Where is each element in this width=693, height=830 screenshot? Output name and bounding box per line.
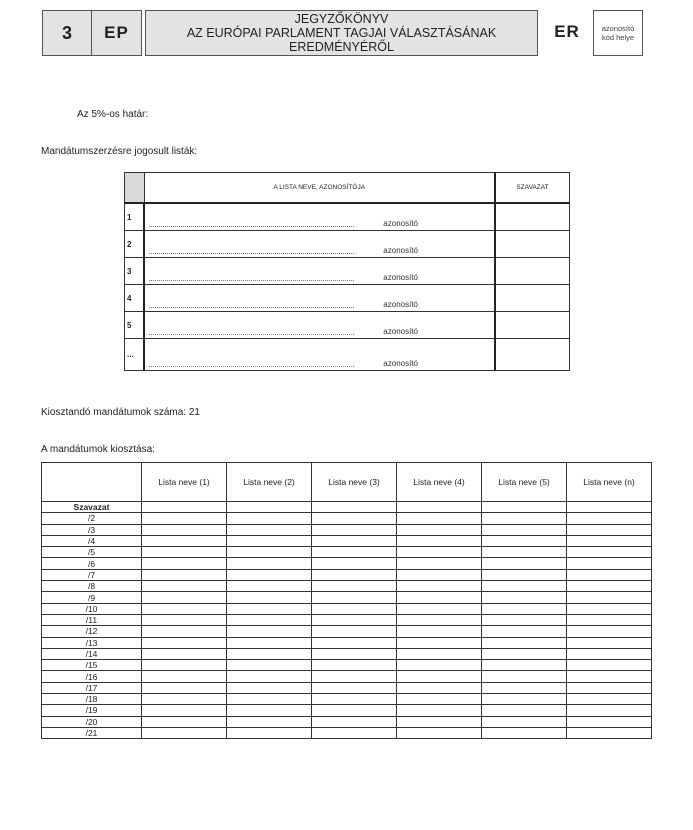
title-line-2: AZ EURÓPAI PARLAMENT TAGJAI VÁLASZTÁSÁNAK [186, 26, 497, 40]
allocation-cell[interactable] [397, 535, 482, 546]
allocation-cell[interactable] [142, 502, 227, 513]
allocation-cell[interactable] [227, 694, 312, 705]
allocation-cell[interactable] [227, 547, 312, 558]
list-votes-field[interactable] [495, 231, 570, 258]
mandates-count-label: Kiosztandó mandátumok száma: 21 [41, 407, 200, 418]
list-row [125, 339, 570, 371]
list-id-label: azonosító [383, 327, 418, 336]
allocation-table [41, 462, 652, 739]
allocation-cell[interactable] [397, 524, 482, 535]
allocation-cell[interactable] [312, 558, 397, 569]
allocation-cell[interactable] [567, 682, 652, 693]
allocation-cell[interactable] [567, 727, 652, 738]
eligible-lists-label: Mandátumszerzésre jogosult listák: [41, 146, 198, 157]
list-votes-field[interactable] [495, 203, 570, 231]
allocation-cell[interactable] [142, 694, 227, 705]
allocation-cell[interactable] [397, 694, 482, 705]
allocation-row-label: /20 [42, 716, 142, 727]
allocation-cell[interactable] [142, 705, 227, 716]
allocation-cell[interactable] [567, 626, 652, 637]
allocation-cell[interactable] [227, 558, 312, 569]
allocation-cell[interactable] [142, 637, 227, 648]
allocation-cell[interactable] [142, 547, 227, 558]
allocation-cell[interactable] [567, 535, 652, 546]
allocation-cell[interactable] [482, 705, 567, 716]
allocation-cell[interactable] [312, 603, 397, 614]
allocation-cell[interactable] [312, 535, 397, 546]
allocation-cell[interactable] [482, 513, 567, 524]
list-row-number: 4 [125, 285, 145, 312]
allocation-cell[interactable] [312, 671, 397, 682]
allocation-cell[interactable] [482, 603, 567, 614]
allocation-cell[interactable] [142, 626, 227, 637]
allocation-cell[interactable] [227, 513, 312, 524]
allocation-cell[interactable] [142, 513, 227, 524]
allocation-cell[interactable] [397, 682, 482, 693]
allocation-label: A mandátumok kiosztása: [41, 444, 155, 455]
allocation-row [42, 614, 652, 625]
list-row [125, 258, 570, 285]
allocation-column-header: Lista neve (3) [312, 463, 397, 502]
allocation-row-label: /3 [42, 524, 142, 535]
allocation-cell[interactable] [142, 592, 227, 603]
allocation-cell[interactable] [567, 581, 652, 592]
allocation-row-label: /14 [42, 648, 142, 659]
list-votes-field[interactable] [495, 258, 570, 285]
allocation-cell[interactable] [397, 581, 482, 592]
allocation-cell[interactable] [482, 558, 567, 569]
allocation-row [42, 592, 652, 603]
allocation-cell[interactable] [482, 637, 567, 648]
allocation-cell[interactable] [227, 592, 312, 603]
allocation-cell[interactable] [142, 569, 227, 580]
allocation-cell[interactable] [397, 626, 482, 637]
allocation-cell[interactable] [142, 558, 227, 569]
allocation-row-label: /7 [42, 569, 142, 580]
allocation-cell[interactable] [397, 727, 482, 738]
allocation-row [42, 694, 652, 705]
allocation-column-header: Lista neve (2) [227, 463, 312, 502]
allocation-cell[interactable] [567, 502, 652, 513]
allocation-row [42, 569, 652, 580]
allocation-cell[interactable] [567, 648, 652, 659]
allocation-cell[interactable] [482, 502, 567, 513]
allocation-cell[interactable] [227, 581, 312, 592]
allocation-row [42, 637, 652, 648]
allocation-row-label: /16 [42, 671, 142, 682]
allocation-cell[interactable] [397, 648, 482, 659]
allocation-cell[interactable] [397, 513, 482, 524]
allocation-cell[interactable] [312, 626, 397, 637]
allocation-cell[interactable] [397, 502, 482, 513]
allocation-row [42, 660, 652, 671]
allocation-corner-cell [42, 463, 142, 502]
allocation-cell[interactable] [482, 671, 567, 682]
allocation-cell[interactable] [312, 513, 397, 524]
allocation-row-label: /4 [42, 535, 142, 546]
list-row-number: ... [125, 339, 145, 371]
id-box-line-1: azonosító [601, 24, 635, 33]
allocation-row-label: /10 [42, 603, 142, 614]
allocation-cell[interactable] [567, 660, 652, 671]
form-code-box [92, 10, 142, 56]
allocation-cell[interactable] [227, 660, 312, 671]
allocation-cell[interactable] [142, 603, 227, 614]
allocation-cell[interactable] [567, 524, 652, 535]
allocation-cell[interactable] [312, 716, 397, 727]
allocation-cell[interactable] [482, 626, 567, 637]
id-box-line-2: kód helye [601, 33, 635, 42]
allocation-cell[interactable] [567, 694, 652, 705]
list-votes-field[interactable] [495, 285, 570, 312]
allocation-cell[interactable] [482, 547, 567, 558]
allocation-cell[interactable] [567, 671, 652, 682]
allocation-cell[interactable] [227, 671, 312, 682]
allocation-cell[interactable] [312, 547, 397, 558]
allocation-cell[interactable] [482, 569, 567, 580]
allocation-cell[interactable] [142, 648, 227, 659]
allocation-cell[interactable] [567, 603, 652, 614]
allocation-cell[interactable] [142, 524, 227, 535]
allocation-cell[interactable] [227, 705, 312, 716]
allocation-row-label: /18 [42, 694, 142, 705]
allocation-cell[interactable] [227, 502, 312, 513]
list-row-number: 1 [125, 203, 145, 231]
allocation-cell[interactable] [312, 581, 397, 592]
allocation-cell[interactable] [142, 727, 227, 738]
lists-header-votes: SZAVAZAT [495, 173, 570, 204]
allocation-cell[interactable] [312, 637, 397, 648]
form-number: 3 [61, 22, 72, 43]
allocation-row-label: /5 [42, 547, 142, 558]
allocation-cell[interactable] [227, 626, 312, 637]
allocation-column-header: Lista neve (5) [482, 463, 567, 502]
allocation-row-label: /17 [42, 682, 142, 693]
list-name-field[interactable] [144, 312, 495, 339]
dotted-line [149, 366, 354, 367]
list-row-number: 5 [125, 312, 145, 339]
form-number-box [42, 10, 92, 56]
list-id-label: azonosító [383, 300, 418, 309]
title-line-1: JEGYZŐKÖNYV [294, 12, 389, 26]
list-row [125, 203, 570, 231]
lists-header-number [125, 173, 145, 204]
allocation-row [42, 727, 652, 738]
allocation-row [42, 603, 652, 614]
allocation-cell[interactable] [567, 705, 652, 716]
allocation-cell[interactable] [312, 502, 397, 513]
list-votes-field[interactable] [495, 312, 570, 339]
id-code-box [593, 10, 643, 56]
dotted-line [149, 280, 354, 281]
allocation-column-header: Lista neve (n) [567, 463, 652, 502]
allocation-cell[interactable] [397, 660, 482, 671]
allocation-cell[interactable] [312, 524, 397, 535]
allocation-row-label: /21 [42, 727, 142, 738]
list-id-label: azonosító [383, 246, 418, 255]
list-name-field[interactable] [144, 285, 495, 312]
list-id-label: azonosító [383, 219, 418, 228]
list-name-field[interactable] [144, 203, 495, 231]
allocation-row-label: /9 [42, 592, 142, 603]
dotted-line [149, 226, 354, 227]
list-votes-field[interactable] [495, 339, 570, 371]
lists-header-name: A LISTA NEVE, AZONOSÍTÓJA [144, 173, 495, 204]
allocation-row [42, 705, 652, 716]
allocation-cell[interactable] [227, 569, 312, 580]
allocation-cell[interactable] [312, 648, 397, 659]
allocation-cell[interactable] [482, 660, 567, 671]
allocation-cell[interactable] [142, 614, 227, 625]
allocation-cell[interactable] [482, 614, 567, 625]
allocation-cell[interactable] [142, 581, 227, 592]
allocation-cell[interactable] [142, 716, 227, 727]
allocation-row [42, 671, 652, 682]
allocation-row [42, 524, 652, 535]
allocation-row [42, 581, 652, 592]
allocation-cell[interactable] [567, 569, 652, 580]
list-name-field[interactable] [144, 339, 495, 371]
eligible-lists-table [124, 172, 570, 371]
allocation-cell[interactable] [567, 513, 652, 524]
allocation-row [42, 716, 652, 727]
allocation-row [42, 547, 652, 558]
allocation-cell[interactable] [312, 705, 397, 716]
list-row [125, 312, 570, 339]
list-id-label: azonosító [383, 359, 418, 368]
allocation-cell[interactable] [227, 727, 312, 738]
allocation-row-label: /11 [42, 614, 142, 625]
allocation-cell[interactable] [397, 671, 482, 682]
allocation-cell[interactable] [397, 558, 482, 569]
allocation-cell[interactable] [397, 603, 482, 614]
allocation-cell[interactable] [482, 535, 567, 546]
allocation-column-header: Lista neve (1) [142, 463, 227, 502]
allocation-row [42, 626, 652, 637]
allocation-cell[interactable] [567, 592, 652, 603]
allocation-cell[interactable] [227, 716, 312, 727]
allocation-row [42, 682, 652, 693]
allocation-row-label: /19 [42, 705, 142, 716]
allocation-cell[interactable] [312, 682, 397, 693]
allocation-cell[interactable] [482, 694, 567, 705]
threshold-label: Az 5%-os határ: [77, 109, 149, 120]
list-name-field[interactable] [144, 258, 495, 285]
allocation-cell[interactable] [397, 592, 482, 603]
allocation-cell[interactable] [567, 716, 652, 727]
allocation-row [42, 558, 652, 569]
form-code-left: EP [104, 23, 129, 42]
allocation-row-label: /12 [42, 626, 142, 637]
allocation-cell[interactable] [482, 581, 567, 592]
list-name-field[interactable] [144, 231, 495, 258]
allocation-cell[interactable] [567, 558, 652, 569]
allocation-cell[interactable] [482, 727, 567, 738]
allocation-row [42, 502, 652, 513]
allocation-row-label: Szavazat [42, 502, 142, 513]
document-title [145, 10, 538, 56]
allocation-cell[interactable] [312, 694, 397, 705]
allocation-cell[interactable] [227, 637, 312, 648]
allocation-cell[interactable] [482, 716, 567, 727]
allocation-row [42, 648, 652, 659]
dotted-line [149, 334, 354, 335]
allocation-cell[interactable] [312, 660, 397, 671]
allocation-cell[interactable] [142, 671, 227, 682]
allocation-cell[interactable] [312, 569, 397, 580]
list-row [125, 231, 570, 258]
allocation-cell[interactable] [397, 637, 482, 648]
dotted-line [149, 253, 354, 254]
allocation-cell[interactable] [482, 648, 567, 659]
allocation-cell[interactable] [142, 535, 227, 546]
allocation-cell[interactable] [227, 614, 312, 625]
allocation-row [42, 535, 652, 546]
allocation-cell[interactable] [482, 524, 567, 535]
allocation-cell[interactable] [397, 547, 482, 558]
allocation-column-header: Lista neve (4) [397, 463, 482, 502]
list-id-label: azonosító [383, 273, 418, 282]
allocation-cell[interactable] [397, 614, 482, 625]
allocation-cell[interactable] [312, 592, 397, 603]
form-code-right: ER [554, 22, 580, 41]
allocation-cell[interactable] [397, 705, 482, 716]
allocation-cell[interactable] [397, 569, 482, 580]
list-row-number: 3 [125, 258, 145, 285]
dotted-line [149, 307, 354, 308]
allocation-cell[interactable] [482, 592, 567, 603]
allocation-cell[interactable] [227, 682, 312, 693]
allocation-cell[interactable] [312, 727, 397, 738]
list-row [125, 285, 570, 312]
allocation-cell[interactable] [312, 614, 397, 625]
allocation-row-label: /15 [42, 660, 142, 671]
list-row-number: 2 [125, 231, 145, 258]
allocation-cell[interactable] [142, 682, 227, 693]
allocation-cell[interactable] [397, 716, 482, 727]
allocation-cell[interactable] [227, 524, 312, 535]
allocation-row-label: /8 [42, 581, 142, 592]
allocation-cell[interactable] [567, 637, 652, 648]
allocation-cell[interactable] [227, 535, 312, 546]
allocation-row-label: /13 [42, 637, 142, 648]
allocation-cell[interactable] [227, 603, 312, 614]
allocation-cell[interactable] [142, 660, 227, 671]
allocation-cell[interactable] [567, 547, 652, 558]
allocation-cell[interactable] [567, 614, 652, 625]
title-line-3: EREDMÉNYÉRŐL [289, 40, 394, 54]
allocation-row [42, 513, 652, 524]
allocation-row-label: /6 [42, 558, 142, 569]
allocation-cell[interactable] [227, 648, 312, 659]
allocation-cell[interactable] [482, 682, 567, 693]
allocation-row-label: /2 [42, 513, 142, 524]
